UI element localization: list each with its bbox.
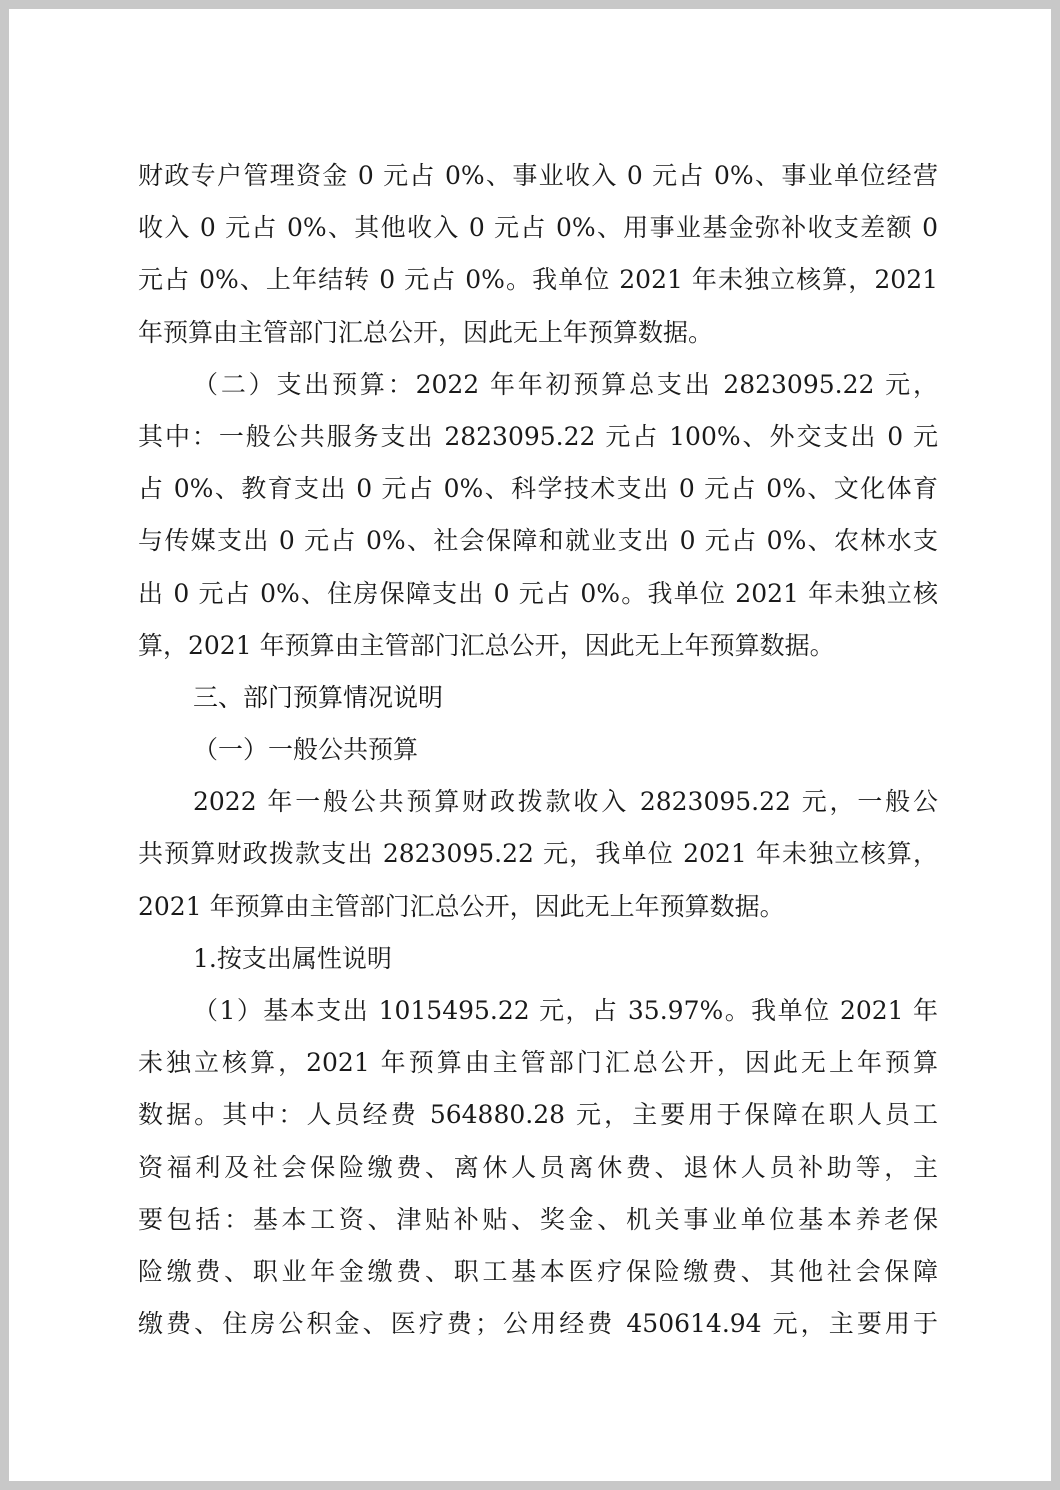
text-line: 年预算由主管部门汇总公开，因此无上年预算数据。 — [138, 317, 714, 347]
section-heading: 三、部门预算情况说明 — [193, 682, 444, 712]
text-line: 与传媒支出 0 元占 0%、社会保障和就业支出 0 元占 0%、农林水支 — [138, 526, 938, 556]
text-line: 收入 0 元占 0%、其他收入 0 元占 0%、用事业基金弥补收支差额 0 — [138, 213, 938, 243]
text-line: 数据。其中：人员经费 564880.28 元，主要用于保障在职人员工 — [138, 1100, 938, 1130]
text-line: 2022 年一般公共预算财政拨款收入 2823095.22 元，一般公 — [193, 787, 938, 817]
text-line: 险缴费、职业年金缴费、职工基本医疗保险缴费、其他社会保障 — [138, 1256, 938, 1286]
document-page — [9, 9, 1051, 1481]
text-line: （1）基本支出 1015495.22 元，占 35.97%。我单位 2021 年 — [193, 996, 938, 1025]
text-line: 财政专户管理资金 0 元占 0%、事业收入 0 元占 0%、事业单位经营 — [138, 161, 938, 190]
text-line: 资福利及社会保险缴费、离休人员离休费、退休人员补助等，主 — [138, 1152, 938, 1182]
text-line: 元占 0%、上年结转 0 元占 0%。我单位 2021 年未独立核算，2021 — [138, 265, 938, 295]
text-line: 算，2021 年预算由主管部门汇总公开，因此无上年预算数据。 — [138, 630, 835, 660]
text-line: 共预算财政拨款支出 2823095.22 元，我单位 2021 年未独立核算， — [138, 839, 938, 869]
text-line: （二）支出预算：2022 年年初预算总支出 2823095.22 元， — [193, 369, 938, 399]
subsection-heading: （一）一般公共预算 — [193, 735, 419, 765]
text-line: 2021 年预算由主管部门汇总公开，因此无上年预算数据。 — [138, 891, 785, 921]
text-line: 其中：一般公共服务支出 2823095.22 元占 100%、外交支出 0 元 — [138, 421, 938, 451]
text-line: 出 0 元占 0%、住房保障支出 0 元占 0%。我单位 2021 年未独立核 — [138, 578, 938, 608]
text-line: 未独立核算，2021 年预算由主管部门汇总公开，因此无上年预算 — [138, 1048, 938, 1078]
text-line: 占 0%、教育支出 0 元占 0%、科学技术支出 0 元占 0%、文化体育 — [138, 474, 938, 504]
text-line: 要包括：基本工资、津贴补贴、奖金、机关事业单位基本养老保 — [138, 1204, 938, 1234]
text-line: 缴费、住房公积金、医疗费；公用经费 450614.94 元，主要用于 — [138, 1309, 938, 1339]
document-body — [138, 150, 938, 1350]
item-heading: 1.按支出属性说明 — [193, 943, 392, 973]
